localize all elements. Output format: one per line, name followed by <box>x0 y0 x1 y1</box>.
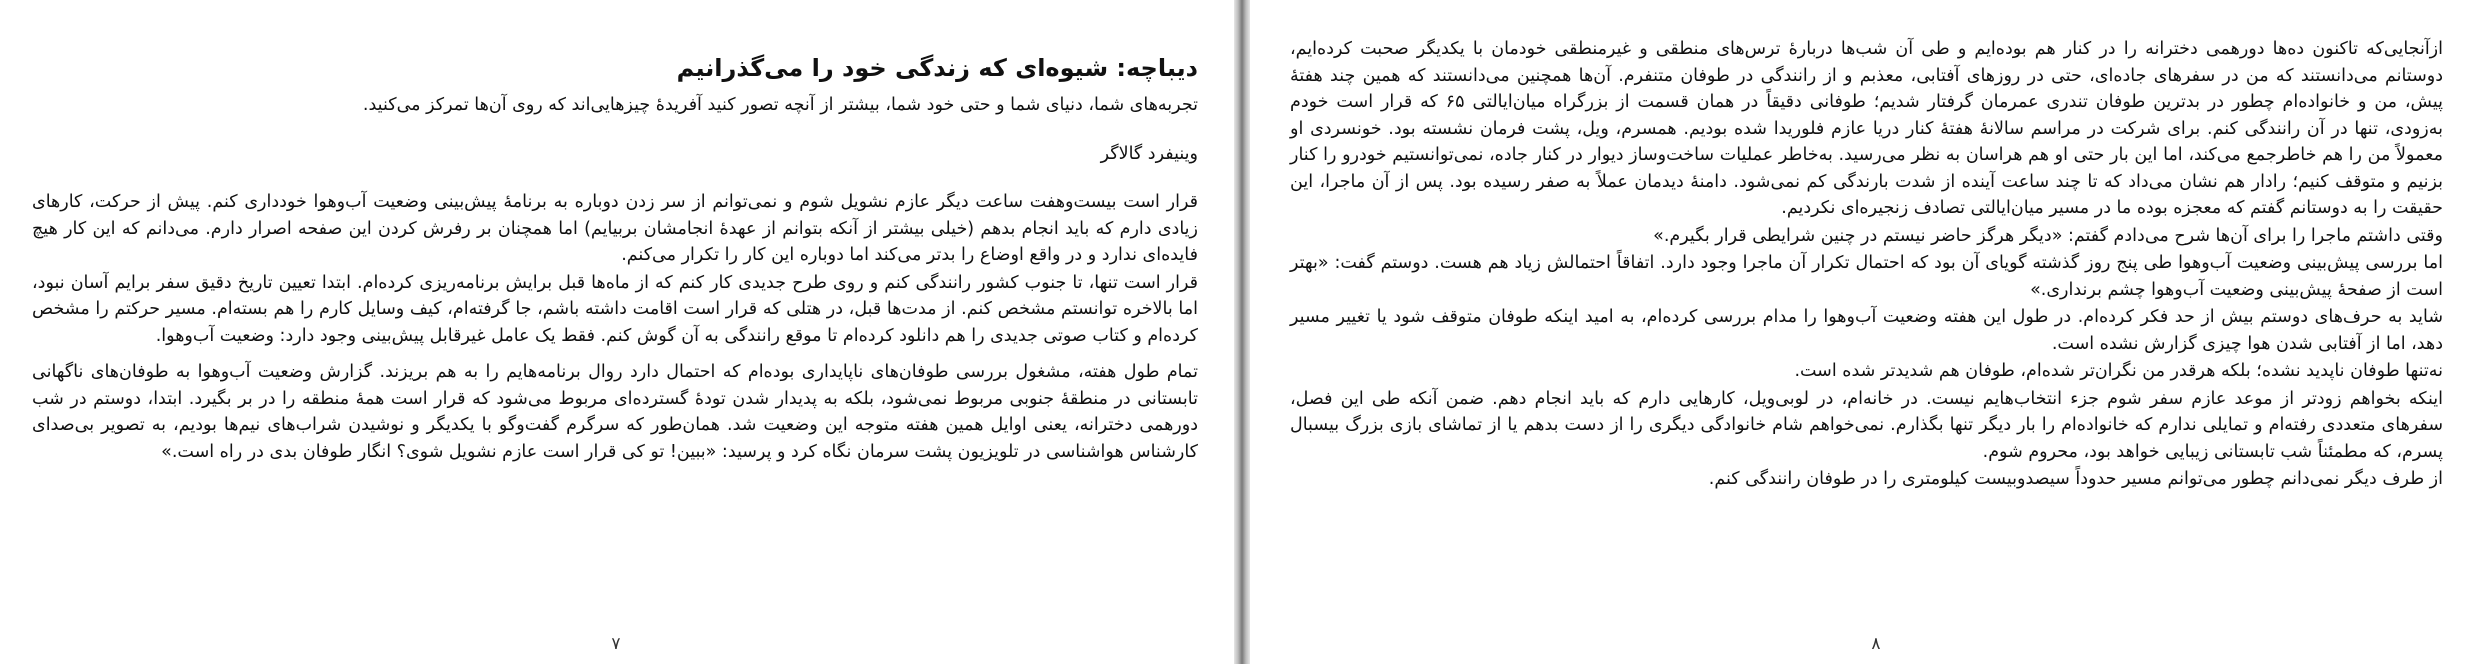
paragraph: اما بررسی پیش‌بینی وضعیت آب‌وهوا طی پنج روز گذشته گویای آن بود که احتمال تکرار آن ماجرا وجود دارد. اتفاقاً احتمالش زیاد هم هست. دوستم گفت: «بهتر است از صفحۀ پیش‌بینی وضعیت آب‌وهوا چشم برنداری.» <box>1290 253 2443 300</box>
paragraph: قرار است بیست‌وهفت ساعت دیگر عازم نشویل شوم و نمی‌توانم از سر زدن دوباره به برنامۀ پیش‌بینی وضعیت آب‌وهوا خودداری کنم. پیش از حرکت، کارهای زیادی دارم که باید انجام بدهم (خیلی بیشتر از آنکه بتوانم از عهدۀ انجامشان بربیایم) اما همچنان بر رفرش کردن این صفحه اصرار دارم. می‌دانم که این کار هیچ فایده‌ای ندارد و در واقع اوضاع را بدتر می‌کند اما دوباره این کار را تکرار می‌کنم. <box>32 192 1198 265</box>
left-page <box>0 0 1234 664</box>
book-spine-divider <box>1234 0 1250 664</box>
paragraph: وقتی داشتم ماجرا را برای آن‌ها شرح می‌دادم گفتم: «دیگر هرگز حاضر نیستم در چنین شرایطی قرار بگیرم.» <box>1653 225 2443 246</box>
paragraph: تمام طول هفته، مشغول بررسی طوفان‌های ناپایداری بوده‌ام که احتمال دارد روال برنامه‌هایم را به هم بریزند. گزارش وضعیت آب‌وهوا به طوفان‌های ناگهانی تابستانی در منطقۀ جنوبی مربوط نمی‌شود، بلکه به پدیدار شدن تودۀ گسترده‌ای مربوط می‌شود که قرار است همۀ منطقه را در بر بگیرد. ابتدا، دوستم در شب دورهمی دخترانه، یعنی اوایل همین هفته متوجه این وضعیت شد. همان‌طور که سرگرم گفت‌وگو با یکدیگر و نوشیدن شراب‌های نیم‌ها بودیم، به تصویر بی‌صدای کارشناس هواشناسی در تلویزیون پشت سرمان نگاه کرد و پرسید: «ببین! تو کی قرار است عازم نشویل شوی؟ انگار طوفان بدی در راه است.» <box>32 362 1198 462</box>
right-page <box>1250 0 2481 664</box>
left-page-content <box>32 50 1198 466</box>
chapter-title: دیباچه: شیوه‌ای که زندگی خود را می‌گذرانیم <box>676 54 1198 82</box>
paragraph: نه‌تنها طوفان ناپدید نشده؛ بلکه هرقدر من نگران‌تر شده‌ام، طوفان هم شدیدتر شده است. <box>1794 361 2443 381</box>
paragraph: شاید به حرف‌های دوستم بیش از حد فکر کرده‌ام. در طول این هفته وضعیت آب‌وهوا را مدام بررسی کرده‌ام، به امید اینکه طوفان متوقف شود یا تغییر مسیر دهد، اما از آفتابی شدن هوا چیزی گزارش نشده است. <box>1290 307 2443 354</box>
paragraph: ازآنجایی‌که تاکنون ده‌ها دورهمی دخترانه را در کنار هم بوده‌ایم و طی آن شب‌ها دربارۀ ترس‌های منطقی و غیرمنطقی خودمان با یکدیگر صحبت کرده‌ایم، دوستانم می‌دانستند که من در سفرهای جاده‌ای، حتی در روزهای آفتابی، معذبم و از رانندگی در طوفان متنفرم. آن‌ها همچنین می‌دانستند که همین چند هفتۀ پیش، من و خانواده‌ام چطور در بدترین طوفان تندری عمرمان گرفتار شدیم؛ طوفانی دقیقاً در همان قسمت از بزرگراه میان‌ایالتی ۶۵ که قرار است خودم به‌زودی، تنها در آن رانندگی کنم. برای شرکت در مراسم سالانۀ هفتۀ کنار دریا عازم فلوریدا شده بودیم. همسرم، ویل، پشت فرمان نشسته بود. خونسردی او معمولاً من را هم خاطرجمع می‌کند، اما این بار حتی او هم هراسان به نظر می‌رسید. به‌خاطر عملیات ساخت‌وساز دیوار در کنار جاده، نمی‌توانستیم خودرو را کنار بزنیم و متوقف کنیم؛ رادار هم نشان می‌داد که تا چند ساعت آینده از شدت بارندگی کم نمی‌شود. دامنۀ دیدمان عملاً به صفر رسیده بود. پس از آن ماجرا، این حقیقت را به دوستانم گفتم که معجزه بوده ما در مسیر میان‌ایالتی تصادف زنجیره‌ای نکردیم. <box>1290 39 2443 218</box>
right-page-content <box>1290 36 2443 494</box>
epigraph-quote: تجربه‌های شما، دنیای شما و حتی خود شما، بیشتر از آنچه تصور کنید آفریدۀ چیزهایی‌اند که روی آن‌ها تمرکز می‌کنید. <box>362 95 1198 115</box>
paragraph: اینکه بخواهم زودتر از موعد عازم سفر شوم جزء انتخاب‌هایم نیست. در خانه‌ام، در لوبی‌ویل، کارهایی دارم که باید انجام دهم. ضمن آنکه طی این فصل، سفرهای متعددی رفته‌ام و تمایلی ندارم که خانواده‌ام را بار دیگر تنها بگذارم. نمی‌خواهم شام خانوادگی دیگری را از دست بدهم یا از تماشای بازی بزرگ بیسبال پسرم، که مطمئناً شب تابستانی زیبایی خواهد بود، محروم شوم. <box>1290 388 2443 462</box>
paragraph: از طرف دیگر نمی‌دانم چطور می‌توانم مسیر حدوداً سیصدوبیست کیلومتری را در طوفان رانندگی کنم. <box>1708 469 2443 489</box>
epigraph-author: وینیفرد گالاگر <box>1100 143 1198 164</box>
page-number: ۷ <box>611 634 621 654</box>
page-number: ۸ <box>1871 634 1881 654</box>
paragraph: قرار است تنها، تا جنوب کشور رانندگی کنم و روی طرح جدیدی کار کنم که از ماه‌ها قبل برایش برنامه‌ریزی کرده‌ام. ابتدا تعیین تاریخ دقیق سفر برایم آسان نبود، اما بالاخره توانستم مشخص کنم. از مدت‌ها قبل، در هتلی که قرار است اقامت داشته باشم، جا گرفته‌ام، کیف وسایل کارم را هم بسته‌ام. مسیر حرکتم را مشخص کرده‌ام و کتاب صوتی جدیدی را هم دانلود کرده‌ام تا موقع رانندگی به آن گوش کنم. فقط یک عامل غیرقابل پیش‌بینی وجود دارد: وضعیت آب‌وهوا. <box>32 272 1198 346</box>
